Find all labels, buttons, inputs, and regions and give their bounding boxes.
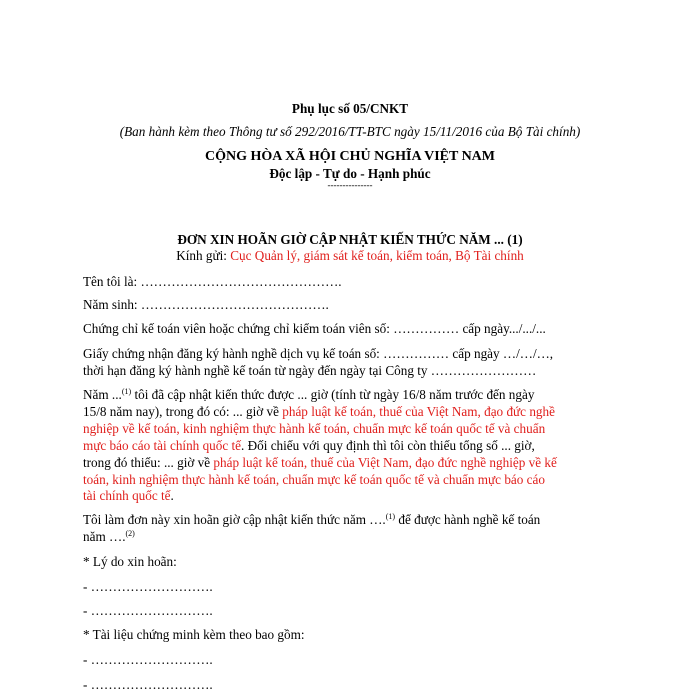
document-item: - ………………………. — [83, 652, 213, 667]
appendix-number: Phụ lục số 05/CNKT — [291, 101, 409, 116]
header-rule: --------------- — [327, 180, 373, 190]
footnote-1: (1) — [385, 512, 396, 521]
recipient-value: Cục Quản lý, giám sát kế toán, kiểm toán, Bộ Tài chính — [230, 248, 524, 263]
birth-year-field: Năm sinh: ……………………………………. — [83, 297, 329, 312]
document-item: - ………………………. — [83, 677, 213, 692]
document-title: ĐƠN XIN HOÃN GIỜ CẬP NHẬT KIẾN THỨC NĂM ... (1) — [177, 232, 523, 247]
national-motto: Độc lập - Tự do - Hạnh phúc — [269, 166, 431, 181]
footnote-2: (2) — [125, 529, 135, 538]
document-page: Phụ lục số 05/CNKT (Ban hành kèm theo Thông tư số 292/2016/TT-BTC ngày 15/11/2016 của Bộ Tài chính) CỘNG HÒA XÃ HỘI CHỦ NGHĨA VIỆT NAM Độc lập - Tự do - Hạnh phúc --------------- ĐƠN XIN HOÃN GIỜ CẬP NHẬT KIẾN THỨC NĂM ... (1) Kính gửi: Cục Quản lý, giám sát kế toán, kiểm toán, Bộ Tài chính Tên tôi là: ………………………………………. Năm sinh: ……………………………………. Chứng chỉ kế toán viên hoặc chứng chỉ kiểm toán viên số: …………… cấp ngày.../.../... Giấy chứng nhận đăng ký hành nghề dịch vụ kế toán số: …………… cấp ngày …/…/…, thời hạn đăng ký hành nghề kế toán từ ngày đến ngày tại Công ty …………………… Năm ...$^{(1)}$ tôi đã cập nhật kiến thức được ... giờ (tính từ ngày 16/8 năm trước đến ngày 15/8 năm nay), trong đó có: ... giờ về pháp luật kế toán, thuế của Việt Nam, đạo đức nghề nghiệp về kế toán, kinh nghiệm thực hành kế toán, chuẩn mực kế toán quốc tế và chuẩn mực báo cáo tài chính quốc tế. Đối chiếu với quy định thì tôi còn thiếu tổng số ... giờ, trong đó thiếu: ... giờ về pháp luật kế toán, thuế của Việt Nam, đạo đức nghề nghiệp về kế toán, kinh nghiệm thực hành kế toán, chuẩn mực kế toán quốc tế và chuẩn mực báo cáo tài chính quốc tế. Tôi làm đơn này xin hoãn giờ cập nhật kiến thức năm ….$^{(1)}$ để được hành nghề kế toán năm ….$^{(2)}$ * Lý do xin hoãn: - ………………………. - ………………………. * Tài liệu chứng minh kèm theo bao gồm: - ………………………. - ………………………. — [0, 0, 700, 700]
registration-field-line2: thời hạn đăng ký hành nghề kế toán từ ngày đến ngày tại Công ty …………………… — [83, 363, 537, 378]
footnote-1: (1) — [121, 387, 132, 396]
name-field: Tên tôi là: ………………………………………. — [83, 274, 342, 289]
reason-item: - ………………………. — [83, 603, 213, 618]
recipient-line — [0, 247, 700, 264]
reason-heading: * Lý do xin hoãn: — [83, 554, 177, 569]
certificate-field: Chứng chỉ kế toán viên hoặc chứng chỉ kiểm toán viên số: …………… cấp ngày.../.../... — [83, 321, 546, 336]
registration-field-line1: Giấy chứng nhận đăng ký hành nghề dịch vụ kế toán số: …………… cấp ngày …/…/…, — [83, 346, 554, 361]
issued-note: (Ban hành kèm theo Thông tư số 292/2016/TT-BTC ngày 15/11/2016 của Bộ Tài chính) — [119, 124, 581, 139]
country-name: CỘNG HÒA XÃ HỘI CHỦ NGHĨA VIỆT NAM — [204, 149, 495, 164]
documents-heading: * Tài liệu chứng minh kèm theo bao gồm: — [83, 627, 305, 642]
recipient-label: Kính gửi: — [176, 248, 231, 263]
reason-item: - ………………………. — [83, 579, 213, 594]
